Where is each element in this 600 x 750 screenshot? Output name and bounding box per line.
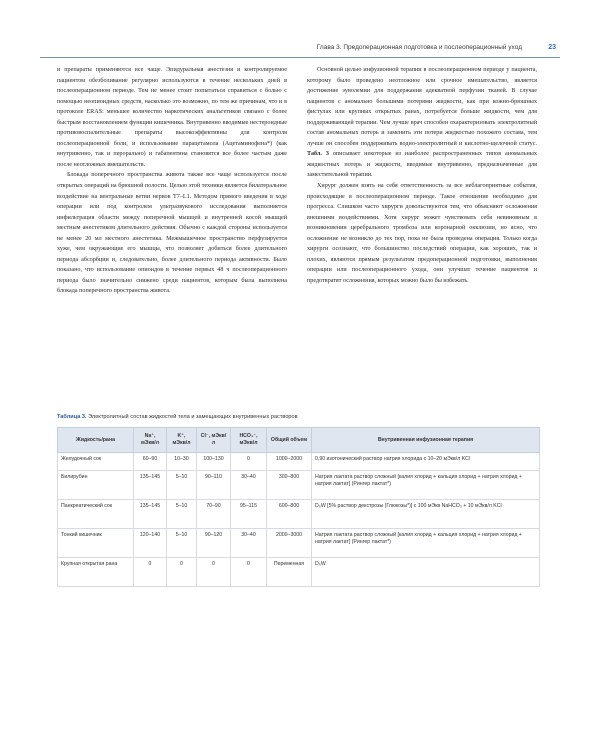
header-rule	[40, 57, 560, 58]
paragraph: Хирург должен взять на себя ответственность за все неблагоприятные события, происходящие в послеоперационном периоде. Такое отношение необходимо для прогресса. Слишком часто хирурги довольствуются тем, что объясняют осложнения внешними воздействиями. Хотя хирург может чувствовать себя невиновным в возникновении церебрального тромбоза или коронарной окклюзии, но ясно, что осложнение не возникло до тех пор, пока не была проведена операция. Только когда хирурги осознают, что большинство последствий операции, как хороших, так и плохих, являются прямым результатом предоперационной подготовки, выполнения операции или послеоперационного ухода, они улучшат течение пациентов и предотвратят осложнения, которых можно было бы избежать.	[307, 183, 537, 284]
table-cell: 300–800	[267, 471, 312, 500]
table-cell: 120–140	[134, 529, 167, 558]
column-header: Жидкость/рана	[58, 428, 134, 453]
running-header	[40, 44, 560, 58]
table-row	[58, 529, 540, 558]
table-cell: 135–145	[134, 471, 167, 500]
column-header: Общий объем	[267, 428, 312, 453]
table-cell: Натрия лактата раствор сложный [калия хлорид + кальция хлорид + натрия хлорид + натрия лактат] (Рингер лактат*)	[312, 529, 540, 558]
table-reference: Табл. 3	[307, 151, 329, 158]
table-cell: 30–40	[231, 529, 267, 558]
table-cell: D₅W	[312, 558, 540, 587]
column-header: Cl⁻, мЭкв/л	[197, 428, 231, 453]
table-cell: 0	[134, 558, 167, 587]
table-cell: Билирубин	[58, 471, 134, 500]
paragraph-text: описывает некоторые из наиболее распространенных типов аномальных жидкостных потерь и жидкости, вводимые внутривенно, предназначенные для заместительной терапии.	[307, 151, 537, 179]
table-cell: 0	[231, 558, 267, 587]
column-header: HCO₃⁻, мЭкв/л	[231, 428, 267, 453]
table-cell: Панкреатический сок	[58, 500, 134, 529]
table-cell: 0	[197, 558, 231, 587]
table-cell: Переменная	[267, 558, 312, 587]
page-number: 23	[548, 44, 556, 51]
table-cell: 0	[231, 453, 267, 471]
table-row	[58, 558, 540, 587]
table-cell: 95–115	[231, 500, 267, 529]
table-cell: Натрия лактата раствор сложный [калия хлорид + кальция хлорид + натрия хлорид + натрия лактат] (Рингер лактат*)	[312, 471, 540, 500]
table-cell: Тонкий кишечник	[58, 529, 134, 558]
table-cell: 30–40	[231, 471, 267, 500]
table-cell: 5–10	[167, 529, 197, 558]
table-cell: 100–130	[197, 453, 231, 471]
table-cell: 5–10	[167, 471, 197, 500]
table-cell: Желудочный сок	[58, 453, 134, 471]
chapter-title: Глава 3. Предоперационная подготовка и послеоперационный уход	[316, 44, 522, 51]
column-header: Na⁺, мЭкв/л	[134, 428, 167, 453]
table-row	[58, 453, 540, 471]
column-header: K⁺, мЭкв/л	[167, 428, 197, 453]
table-cell: Крупная открытая рана	[58, 558, 134, 587]
table-caption-text: Электролитный состав жидкостей тела и замещающих внутривенных растворов	[86, 414, 298, 420]
paragraph	[307, 65, 537, 181]
left-column	[57, 65, 287, 297]
table-cell: D₅W [5% раствор декстрозы (Глюкозы*)] с 100 мЭкв NaHCO₃ + 10 мЭкв/л KCl	[312, 500, 540, 529]
table-cell: 70–90	[197, 500, 231, 529]
table-row	[58, 471, 540, 500]
column-header: Внутривенная инфузионная терапия	[312, 428, 540, 453]
table-cell: 90–120	[197, 529, 231, 558]
electrolyte-table	[57, 427, 540, 587]
table-caption-label: Таблица 3.	[57, 414, 87, 420]
table-cell: 0,90 изотонический раствор натрия хлорида с 10–20 мЭкв/л KCl	[312, 453, 540, 471]
table-cell: 5–10	[167, 500, 197, 529]
table-cell: 600–800	[267, 500, 312, 529]
table-caption	[57, 414, 298, 420]
table-cell: 10–30	[167, 453, 197, 471]
right-column	[307, 65, 537, 286]
table-cell: 2000–3000	[267, 529, 312, 558]
paragraph-text: Основной целью инфузионной терапии в послеоперационном периоде у пациента, которому было проведено неотложное или срочное вмешательство, является достижение эуволемии для поддержания адекватной перфузии тканей. В случае пациентов с аномально большими потерями жидкости, как при кожно-брюшных фистулах или крупных открытых ранах, потребуется больше жидкости, чем для поддерживающей терапии. Чем лучше врач способен охарактеризовать электролитный состав аномальных потерь и заменить эти потери жидкостью похожего состава, тем лучше он способен поддерживать водно-электролитный и кислотно-щелочной статус.	[307, 67, 537, 147]
table-row	[58, 500, 540, 529]
paragraph: и препараты применяются все чаще. Эпидуральная анестезия и контролируемое пациентом обезболивание регулярно используются в течение нескольких дней в послеоперационном периоде. Тем не менее стоит попытаться справиться с болью с помощью неопиоидных средств, насколько это возможно, по тем же причинам, что и в протоколе ERAS: меньшее количество наркотических анальгетиков связано с более быстрым восстановлением функции кишечника. Внутривенно вводимые нестероидные противовоспалительные препараты высокоэффективны для контроля послеоперационной боли, и использование парацетамола (Ацетаминофена*) (как внутривенно, так и перорально) и габапентина становятся все более частым даже после неотложных вмешательств.	[57, 67, 287, 168]
table-cell: 60–90	[134, 453, 167, 471]
table-cell: 135–145	[134, 500, 167, 529]
table-cell: 1000–2000	[267, 453, 312, 471]
table-cell: 0	[167, 558, 197, 587]
paragraph: Блокада поперечного пространства живота также все чаще используется после открытых операций на брюшной полости. Целью этой техники является билатеральное воздействие на вентральные ветви нервов T7–L1. Методом прямого введения в ходе операции или под контролем ультразвукового исследования выполняется инфильтрация области между поперечной мышцей и внутренней косой мышцей местным анестетиком длительного действия. Обычно с каждой стороны используется не менее 20 мл местного анестетика. Межмышечное пространство перфузируется хуже, чем окружающие его мышцы, что позволяет добиться более длительного периода абсорбции и, следовательно, более длительного периода активности. Было показано, что использование опиоидов в течение первых 48 ч послеоперационного периода было значительно снижено среди пациентов, которым была выполнена блокада поперечного пространства живота.	[57, 172, 287, 295]
table-cell: 90–110	[197, 471, 231, 500]
table-header-row	[58, 428, 540, 453]
